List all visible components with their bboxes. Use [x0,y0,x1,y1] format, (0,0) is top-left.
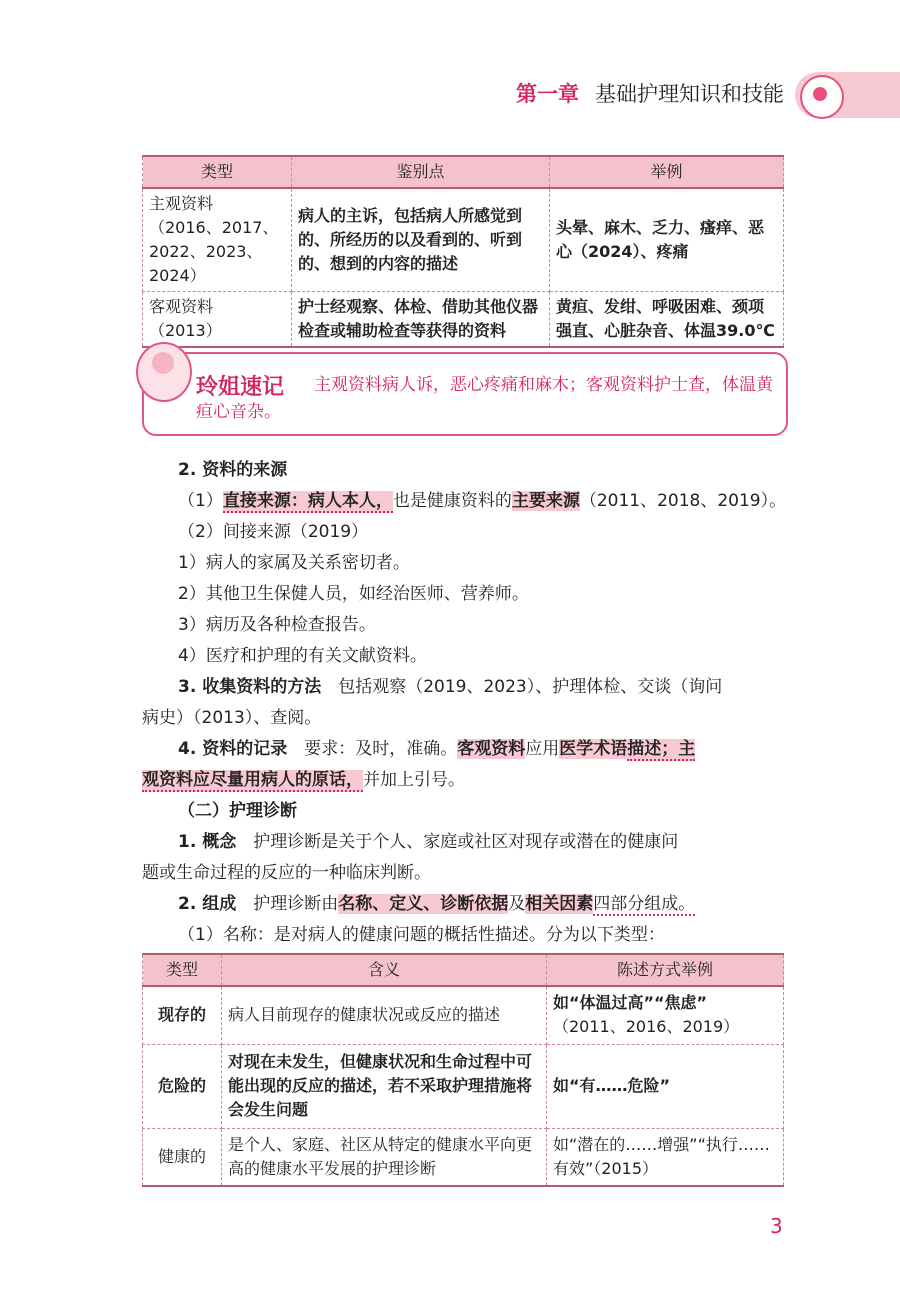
highlight-text: 观资料应尽量用病人的原话， [142,770,363,790]
section-title: 4. 资料的记录 [178,739,288,759]
cell-meaning: 对现在未发生，但健康状况和生命过程中可能出现的反应的描述，若不采取护理措施将会发生问题 [222,1044,547,1128]
type-label: 客观资料 [149,297,214,316]
cell-example: 头晕、麻木、乏力、瘙痒、恶心（2024）、疼痛 [550,188,784,292]
table-row [143,1044,784,1128]
text: 护理诊断是关于个人、家庭或社区对现存或潜在的健康问 [253,832,679,852]
cell-example: 如“潜在的……增强”“执行……有效”（2015） [547,1128,784,1186]
cell-meaning: 是个人、家庭、社区从特定的健康水平向更高的健康水平发展的护理诊断 [222,1128,547,1186]
text: 也是健康资料的 [392,491,512,511]
nurse-icon [800,75,844,119]
table-row [143,986,784,1044]
cell-example: 如“有……危险” [547,1044,784,1128]
chapter-header [516,78,784,108]
type-note: （2016、2017、2022、2023、2024） [149,218,279,285]
type-note: （2013） [149,321,222,340]
text: 及 [508,894,526,914]
example-text: 如“体温过高”“焦虑” [553,993,708,1013]
chapter-number: 第一章 [516,82,579,106]
text: （1） [178,491,223,511]
section-title: （二）护理诊断 [178,801,297,821]
table-row [143,292,784,348]
col-point: 鉴别点 [292,156,550,188]
section-title: 2. 组成 [178,894,237,914]
highlight-text: 相关因素 [525,894,594,914]
cell-type: 现存的 [143,986,222,1044]
highlight-text: 客观资料 [457,739,526,759]
cell-point: 病人的主诉，包括病人所感觉到的、所经历的以及看到的、听到的、想到的内容的描述 [292,188,550,292]
col-type: 类型 [143,156,292,188]
paragraph: （1）名称：是对病人的健康问题的概括性描述。分为以下类型： [178,925,665,945]
memo-text: 主观资料病人诉，恶心疼痛和麻木；客观资料护士查，体温黄疸心音杂。 [196,375,773,422]
section-title: 1. 概念 [178,832,237,852]
cell-type [143,188,292,292]
text: （2011、2018、2019）。 [579,491,787,511]
cell-type: 危险的 [143,1044,222,1128]
paragraph [142,489,820,513]
paragraph [142,737,820,761]
list-item: 1）病人的家属及关系密切者。 [178,553,410,573]
paragraph [142,675,820,699]
list-item: 4）医疗和护理的有关文献资料。 [178,646,427,666]
memo-title: 玲姐速记 [196,375,285,400]
col-example: 陈述方式举例 [547,954,784,986]
text: 并加上引号。 [363,770,465,790]
highlight-text: 医学术语 [559,739,628,759]
paragraph: 题或生命过程的反应的一种临床判断。 [142,863,431,883]
example-note: （2011、2016、2019） [553,1017,740,1037]
table-row [143,1128,784,1186]
text: 护理诊断由 [253,894,339,914]
text: 要求：及时，准确。 [304,739,458,759]
cell-example [547,986,784,1044]
table-header-row [143,954,784,986]
col-meaning: 含义 [222,954,547,986]
section-title: 3. 收集资料的方法 [178,677,322,697]
highlight-text: 直接来源：病人本人， [222,491,393,511]
col-example: 举例 [550,156,784,188]
text: 应用 [525,739,560,759]
cell-type: 健康的 [143,1128,222,1186]
text: 四部分组成。 [593,894,696,914]
highlight-text: 主要来源 [511,491,580,511]
table-row [143,188,784,292]
paragraph [142,892,820,916]
paragraph [142,830,820,854]
paragraph: （2）间接来源（2019） [178,522,369,542]
paragraph [142,768,784,792]
data-type-table [142,155,784,348]
list-item: 3）病历及各种检查报告。 [178,615,376,635]
avatar-icon [136,342,192,402]
memory-tip-box [142,352,788,436]
chapter-title: 基础护理知识和技能 [595,82,784,106]
page-number: 3 [770,1214,783,1238]
cell-point: 护士经观察、体检、借助其他仪器检查或辅助检查等获得的资料 [292,292,550,348]
list-item: 2）其他卫生保健人员，如经治医师、营养师。 [178,584,529,604]
highlight-text: 描述；主 [627,739,696,759]
text: 包括观察（2019、2023）、护理体检、交谈（询问 [338,677,723,697]
cell-type [143,292,292,348]
cell-example: 黄疸、发绀、呼吸困难、颈项强直、心脏杂音、体温39.0℃ [550,292,784,348]
col-type: 类型 [143,954,222,986]
section-title: 2. 资料的来源 [178,460,288,480]
paragraph: 病史）（2013）、查阅。 [142,708,322,728]
highlight-text: 名称、定义、诊断依据 [338,894,509,914]
type-label: 主观资料 [149,194,214,213]
cell-meaning: 病人目前现存的健康状况或反应的描述 [222,986,547,1044]
diagnosis-type-table [142,953,784,1187]
table-header-row [143,156,784,188]
